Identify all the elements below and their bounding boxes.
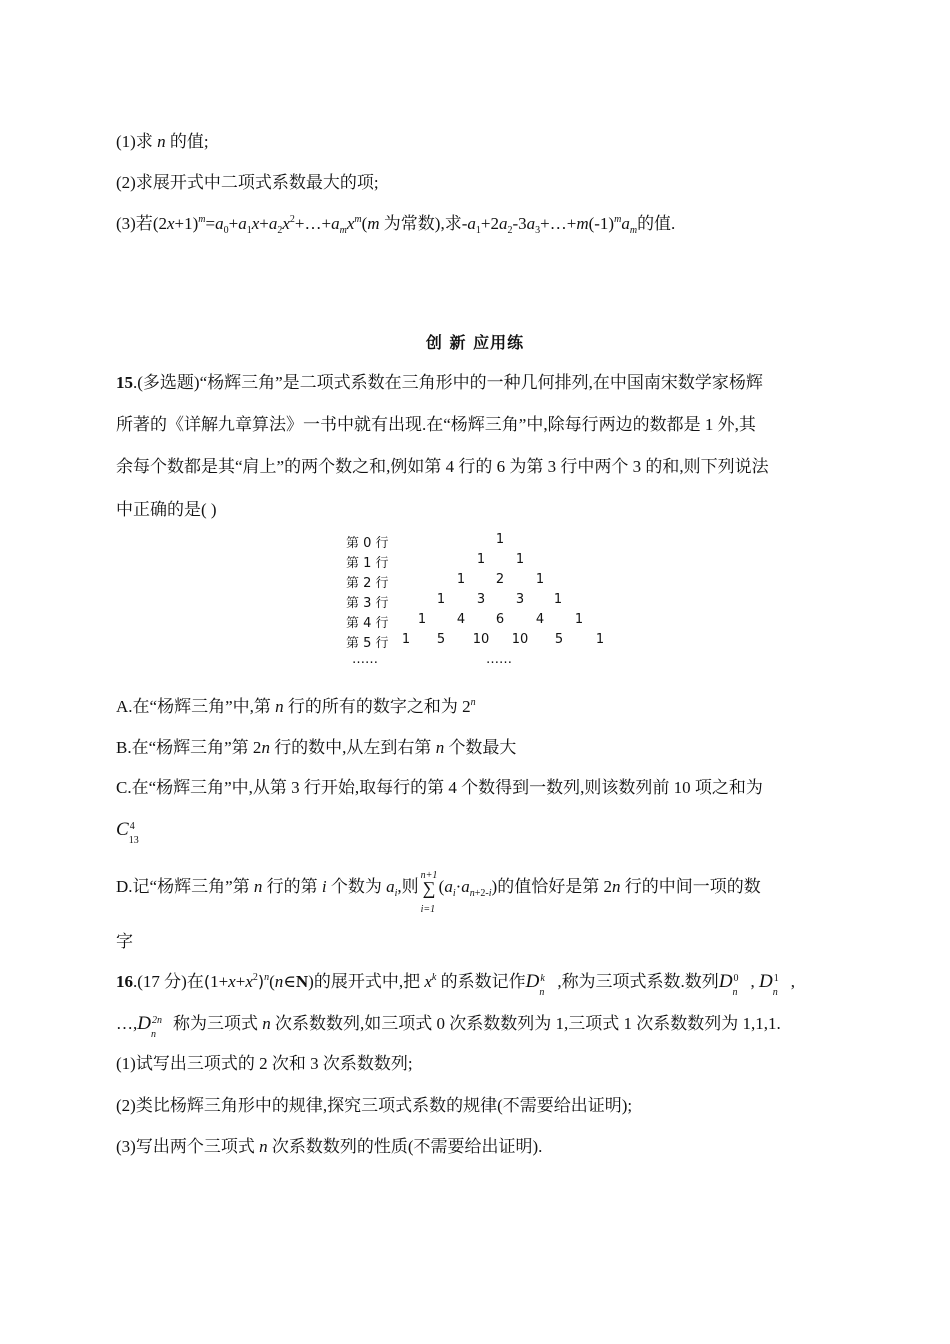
- option-c-line1: C.在“杨辉三角”中,从第 3 行开始,取每行的第 4 个数得到一数列,则该数列前 10 项之和为: [116, 778, 763, 797]
- q16-line2: …,D 2n n 称为三项式 n 次系数数列,如三项式 0 次系数数列为 1,三项式 1 次系数数列为 1,1,1.: [116, 1013, 781, 1041]
- row-label: 第 0 行: [346, 536, 389, 551]
- triangle-number: 1: [476, 552, 486, 567]
- triangle-number: 1: [515, 552, 525, 567]
- row-label: 第 4 行: [346, 616, 389, 631]
- triangle-number: 5: [554, 632, 564, 647]
- option-d-line2: 字: [116, 932, 133, 951]
- triangle-number: 1: [456, 572, 466, 587]
- triangle-number: 4: [456, 612, 466, 627]
- triangle-number: 5: [436, 632, 446, 647]
- triangle-number: 1: [401, 632, 411, 647]
- row-label: 第 1 行: [346, 556, 389, 571]
- q14-part1: (1)求 n 的值;: [116, 132, 209, 151]
- row-label: 第 2 行: [346, 576, 389, 591]
- triangle-number: 1: [553, 592, 563, 607]
- summation: n+1 ∑ i=1: [420, 870, 438, 915]
- ellipsis: ……: [486, 652, 512, 667]
- triangle-number: 1: [535, 572, 545, 587]
- q16-part1: (1)试写出三项式的 2 次和 3 次系数数列;: [116, 1054, 413, 1073]
- q16-part2: (2)类比杨辉三角形中的规律,探究三项式系数的规律(不需要给出证明);: [116, 1096, 633, 1115]
- section-title: 创 新 应用练: [425, 333, 525, 352]
- option-b: B.在“杨辉三角”第 2n 行的数中,从左到右第 n 个数最大: [116, 738, 517, 757]
- triangle-number: 6: [495, 612, 505, 627]
- triangle-number: 1: [574, 612, 584, 627]
- q15-line3: 余每个数都是其“肩上”的两个数之和,例如第 4 行的 6 为第 3 行中两个 3 的和,则下列说法: [116, 457, 769, 476]
- triangle-number: 1: [595, 632, 605, 647]
- ellipsis: ……: [352, 652, 378, 667]
- q16-line1: 16.(17 分)在$(1+x+x^2)^n(n\in N)$的展开式中,把 $x^k$ 的系数记作D k n ,称为三项式系数.数列D 0 n , D 1 n ,: [116, 971, 796, 999]
- triangle-number: 1: [417, 612, 427, 627]
- triangle-number: 1: [436, 592, 446, 607]
- triangle-number: 4: [535, 612, 545, 627]
- triangle-number: 2: [495, 572, 505, 587]
- option-a: A.在“杨辉三角”中,第 n 行的所有的数字之和为 2$^n$: [116, 697, 476, 716]
- q15-line2: 所著的《详解九章算法》一书中就有出现.在“杨辉三角”中,除每行两边的数都是 1 外,其: [116, 415, 756, 434]
- q15-line4: 中正确的是( ): [116, 500, 217, 519]
- yanghui-triangle: [346, 532, 616, 672]
- triangle-number: 1: [495, 532, 505, 547]
- row-label: 第 5 行: [346, 636, 389, 651]
- q14-part3: (3)若$(2x+1)^m=a_0+a_1x+a_2x^2+\dots+a_mx^m(m$ 为常数),求$-a_1+2a_2-3a_3+\dots+m(-1)^ma_m$的值.: [116, 214, 676, 236]
- triangle-number: 3: [515, 592, 525, 607]
- triangle-number: 10: [472, 632, 490, 647]
- q15-line1: 15.(多选题)“杨辉三角”是二项式系数在三角形中的一种几何排列,在中国南宋数学家杨辉: [116, 373, 763, 392]
- option-c-line2: C 4 13: [116, 819, 139, 847]
- row-label: 第 3 行: [346, 596, 389, 611]
- triangle-number: 10: [511, 632, 529, 647]
- q16-part3: (3)写出两个三项式 n 次系数数列的性质(不需要给出证明).: [116, 1137, 543, 1156]
- option-d-line1: D.记“杨辉三角”第 n 行的第 i 个数为 $a_i$,则 n+1 ∑ i=1 $(a_i\cdot a_{n+2-i})$的值恰好是第 2n 行的中间一项的数: [116, 870, 761, 915]
- triangle-number: 3: [476, 592, 486, 607]
- q14-part2: (2)求展开式中二项式系数最大的项;: [116, 173, 379, 192]
